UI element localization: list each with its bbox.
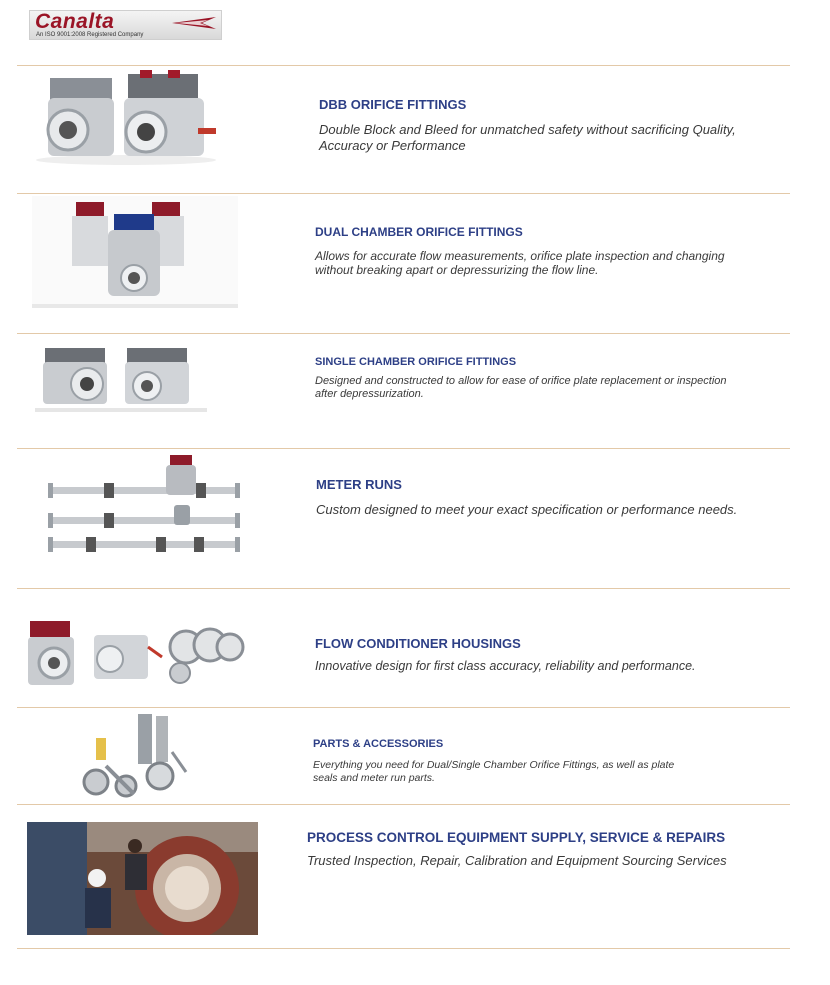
meter-runs-image[interactable] bbox=[46, 453, 242, 557]
section-desc-single-chamber: Designed and constructed to allow for ease of orifice plate replacement or inspection after depressurization. bbox=[315, 375, 727, 401]
section-title-dbb[interactable]: DBB ORIFICE FITTINGS bbox=[319, 97, 467, 112]
divider bbox=[17, 65, 790, 66]
parts-accessories-image[interactable] bbox=[76, 712, 192, 802]
logo-brand-text: Canalta bbox=[35, 10, 115, 33]
section-title-process-control[interactable]: PROCESS CONTROL EQUIPMENT SUPPLY, SERVICE & REPAIRS bbox=[307, 830, 726, 845]
dual-chamber-orifice-fittings-image[interactable] bbox=[32, 196, 238, 308]
section-title-flow-conditioner[interactable]: FLOW CONDITIONER HOUSINGS bbox=[315, 636, 521, 651]
logo-swoosh-icon bbox=[172, 14, 218, 32]
dbb-orifice-fittings-image[interactable] bbox=[28, 68, 224, 166]
section-title-dual-chamber[interactable]: DUAL CHAMBER ORIFICE FITTINGS bbox=[315, 225, 523, 239]
section-desc-process-control: Trusted Inspection, Repair, Calibration and Equipment Sourcing Services bbox=[307, 853, 727, 868]
section-desc-meter-runs: Custom designed to meet your exact specification or performance needs. bbox=[316, 502, 738, 517]
divider bbox=[17, 588, 790, 589]
canalta-logo[interactable] bbox=[29, 10, 222, 40]
logo-tagline: An ISO 9001:2008 Registered Company bbox=[36, 32, 144, 38]
flow-conditioner-housings-image[interactable] bbox=[24, 617, 246, 693]
process-control-service-image[interactable] bbox=[27, 822, 258, 935]
divider bbox=[17, 448, 790, 449]
divider bbox=[17, 948, 790, 949]
divider bbox=[17, 193, 790, 194]
section-title-meter-runs[interactable]: METER RUNS bbox=[316, 477, 402, 492]
divider bbox=[17, 333, 790, 334]
divider bbox=[17, 804, 790, 805]
section-desc-flow-conditioner: Innovative design for first class accuracy, reliability and performance. bbox=[315, 659, 696, 673]
section-title-parts-accessories[interactable]: PARTS & ACCESSORIES bbox=[313, 738, 444, 750]
divider bbox=[17, 707, 790, 708]
single-chamber-orifice-fittings-image[interactable] bbox=[35, 340, 207, 412]
section-desc-dual-chamber: Allows for accurate flow measurements, orifice plate inspection and changing without breaking apart or depressurizing the flow line. bbox=[315, 249, 725, 278]
section-desc-parts-accessories: Everything you need for Dual/Single Chamber Orifice Fittings, as well as plate seals and meter run parts. bbox=[313, 759, 675, 784]
section-desc-dbb: Double Block and Bleed for unmatched safety without sacrificing Quality, Accuracy or Performance bbox=[319, 122, 736, 153]
section-title-single-chamber[interactable]: SINGLE CHAMBER ORIFICE FITTINGS bbox=[315, 356, 517, 368]
